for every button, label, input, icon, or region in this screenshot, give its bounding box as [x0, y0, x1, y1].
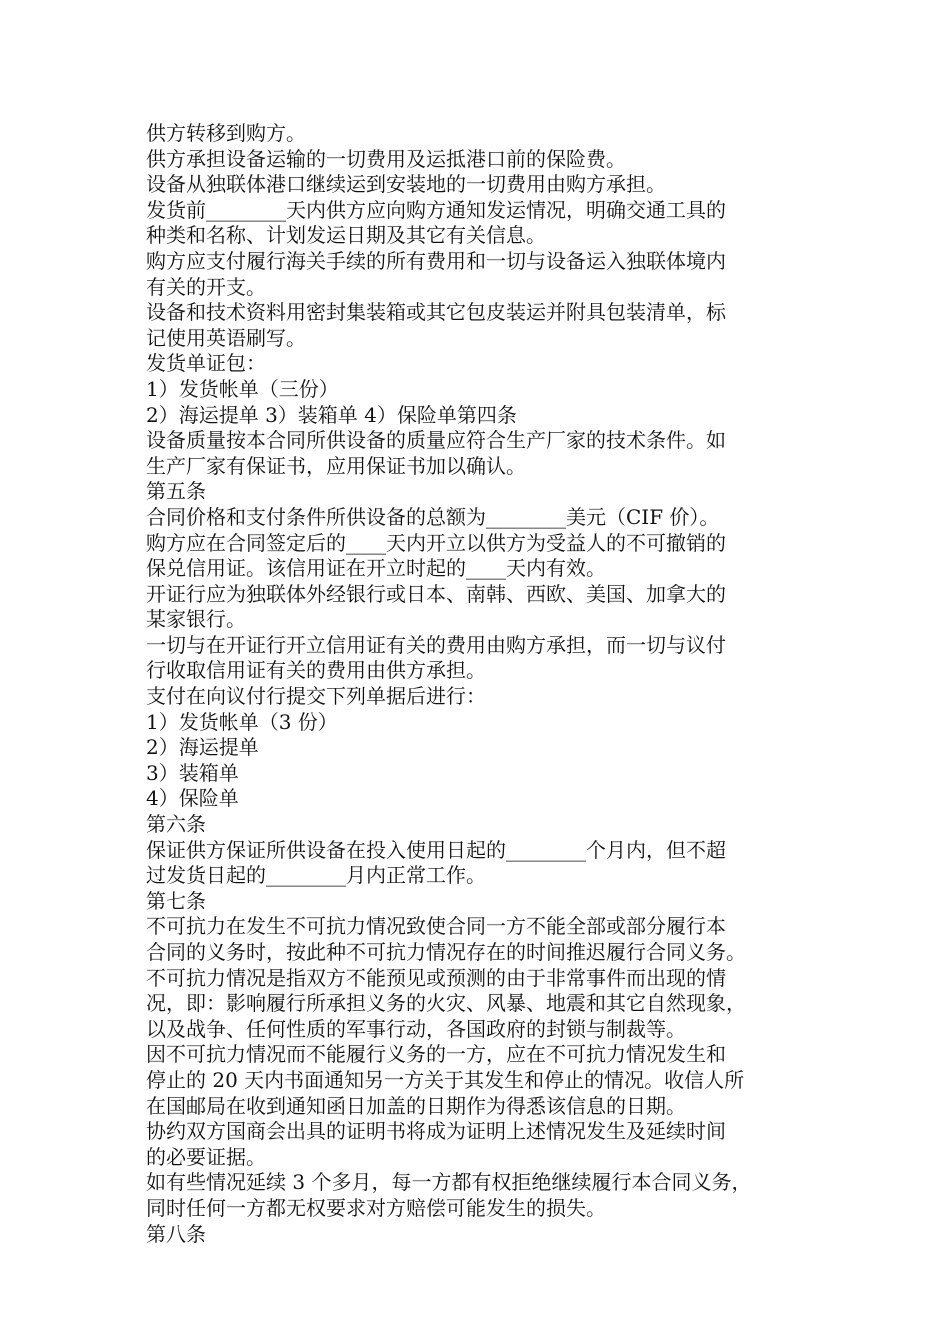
- text-line: 供方承担设备运输的一切费用及运抵港口前的保险费。: [146, 146, 626, 171]
- text-line: 2）海运提单: [146, 735, 259, 760]
- text-line: 购方应支付履行海关手续的所有费用和一切与设备运入独联体境内: [146, 248, 726, 273]
- text-line: 发货单证包：: [146, 351, 266, 376]
- text-line: 设备从独联体港口继续运到安装地的一切费用由购方承担。: [146, 172, 666, 197]
- text-line: 3）装箱单: [146, 760, 239, 785]
- text-line: 支付在向议付行提交下列单据后进行：: [146, 684, 486, 709]
- text-line: 合同价格和支付条件所供设备的总额为________美元（CIF 价）。: [146, 504, 720, 529]
- text-line: 某家银行。: [146, 607, 246, 632]
- text-line: 如有些情况延续 3 个多月，每一方都有权拒绝继续履行本合同义务，: [146, 1170, 752, 1195]
- text-line: 在国邮局在收到通知函日加盖的日期作为得悉该信息的日期。: [146, 1093, 686, 1118]
- text-line: 第八条: [146, 1221, 206, 1246]
- text-line: 协约双方国商会出具的证明书将成为证明上述情况发生及延续时间: [146, 1119, 726, 1144]
- text-line: 4）保险单: [146, 786, 239, 811]
- text-line: 合同的义务时，按此种不可抗力情况存在的时间推迟履行合同义务。: [146, 940, 746, 964]
- text-line: 同时任何一方都无权要求对方赔偿可能发生的损失。: [146, 1195, 606, 1220]
- text-line: 不可抗力情况是指双方不能预见或预测的由于非常事件而出现的情: [146, 965, 726, 990]
- text-line: 一切与在开证行开立信用证有关的费用由购方承担，而一切与议付: [146, 632, 726, 657]
- text-line: 设备和技术资料用密封集装箱或其它包皮装运并附具包装清单，标: [146, 300, 726, 325]
- text-line: 以及战争、任何性质的军事行动，各国政府的封锁与制裁等。: [146, 1016, 686, 1041]
- text-line: 第五条: [146, 479, 206, 504]
- text-line: 有关的开支。: [146, 274, 266, 299]
- text-line: 开证行应为独联体外经银行或日本、南韩、西欧、美国、加拿大的: [146, 581, 726, 606]
- text-line: 供方转移到购方。: [146, 121, 306, 145]
- text-line: 保兑信用证。该信用证在开立时起的____天内有效。: [146, 556, 606, 581]
- document-body: [146, 121, 806, 1247]
- text-line: 2）海运提单 3）装箱单 4）保险单第四条: [146, 402, 517, 427]
- text-line: 设备质量按本合同所供设备的质量应符合生产厂家的技术条件。如: [146, 428, 726, 453]
- text-line: 购方应在合同签定后的____天内开立以供方为受益人的不可撤销的: [146, 530, 726, 555]
- text-line: 况，即：影响履行所承担义务的火灾、风暴、地震和其它自然现象，: [146, 991, 746, 1016]
- text-line: 发货前________天内供方应向购方通知发运情况，明确交通工具的: [146, 197, 726, 222]
- text-line: 第六条: [146, 812, 206, 837]
- text-line: 行收取信用证有关的费用由供方承担。: [146, 658, 486, 683]
- text-line: 第七条: [146, 888, 206, 913]
- text-line: 不可抗力在发生不可抗力情况致使合同一方不能全部或部分履行本: [146, 914, 726, 939]
- text-line: 生产厂家有保证书，应用保证书加以确认。: [146, 453, 526, 478]
- text-line: 1）发货帐单（三份）: [146, 376, 339, 401]
- text-line: 的必要证据。: [146, 1144, 266, 1169]
- text-line: 过发货日起的________月内正常工作。: [146, 863, 486, 888]
- text-line: 保证供方保证所供设备在投入使用日起的________个月内，但不超: [146, 837, 726, 862]
- text-line: 种类和名称、计划发运日期及其它有关信息。: [146, 223, 546, 248]
- text-line: 停止的 20 天内书面通知另一方关于其发生和停止的情况。收信人所: [146, 1067, 745, 1092]
- text-line: 因不可抗力情况而不能履行义务的一方，应在不可抗力情况发生和: [146, 1042, 726, 1067]
- text-line: 记使用英语刷写。: [146, 325, 306, 350]
- text-line: 1）发货帐单（3 份）: [146, 709, 338, 734]
